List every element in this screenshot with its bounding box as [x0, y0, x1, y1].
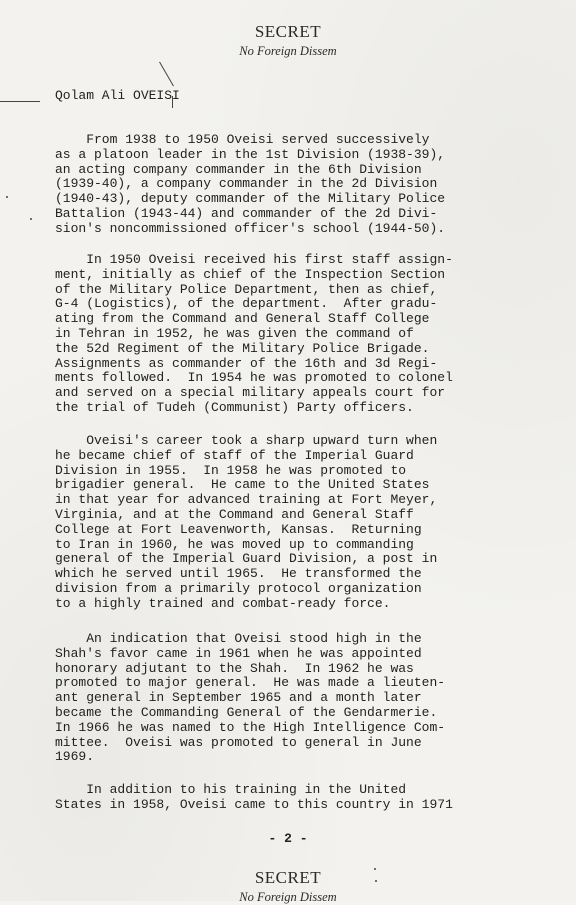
paragraph-us-training: In addition to his training in the United States in 1958, Oveisi came to this country in 1971 — [55, 782, 453, 812]
subject-name: Qolam Ali OVEISI — [55, 88, 180, 103]
paragraph-imperial-guard: Oveisi's career took a sharp upward turn when he became chief of staff of the Imperial Guard Division in 1955. In 1958 he was promoted to brigadier general. He came to the United States in that year for advanced training at Fort Meyer, Virginia, and at the Command and General Staff College at Fort Leavenworth, Kansas. Returning to Iran in 1960, he was moved up to commanding general of the Imperial Guard Division, a post in which he served until 1965. He transformed the division from a primarily protocol organization to a highly trained and combat-ready force. — [55, 433, 438, 611]
paragraph-shah-favor: An indication that Oveisi stood high in the Shah's favor came in 1961 when he was appointed honorary adjutant to the Shah. In 1962 he was promoted to major general. He was made a lieuten- ant general in September 1965 and a month later became the Commanding General of the Gendarmerie. In 1966 he was named to the High Intelligence Com- mittee. Oveisi was promoted to general in June 1969. — [55, 631, 446, 765]
paragraph-early-career: From 1938 to 1950 Oveisi served successively as a platoon leader in the 1st Division (1938-39), an acting company commander in the 6th Division (1939-40), a company commander in the 2d Division (1940-43), deputy commander of the Military Police Battalion (1943-44) and commander of the 2d Divi- sion's noncommissioned officer's school (1944-50). — [55, 132, 446, 236]
bottom-classification-marking: SECRET — [254, 868, 322, 887]
bottom-dissemination-marking: No Foreign Dissem — [239, 890, 337, 904]
top-classification-marking: SECRET — [254, 22, 322, 41]
page-number: - 2 - — [268, 831, 308, 846]
top-dissemination-marking: No Foreign Dissem — [239, 44, 337, 58]
pen-mark — [159, 62, 174, 87]
stray-mark — [30, 218, 32, 220]
paragraph-staff-assignments: In 1950 Oveisi received his first staff assign- ment, initially as chief of the Inspection Section of the Military Police Department, then as chief, G-4 (Logistics), of the department. After gradu- ating from the Command and General Staff College in Tehran in 1952, he was given the command of the 52d Regiment of the Military Police Brigade. Assignments as commander of the 16th and 3d Regi- ments followed. In 1954 he was promoted to colonel and served on a special military appeals court for the trial of Tudeh (Communist) Party officers. — [55, 252, 453, 415]
stray-mark — [6, 196, 8, 198]
margin-rule — [0, 101, 40, 102]
